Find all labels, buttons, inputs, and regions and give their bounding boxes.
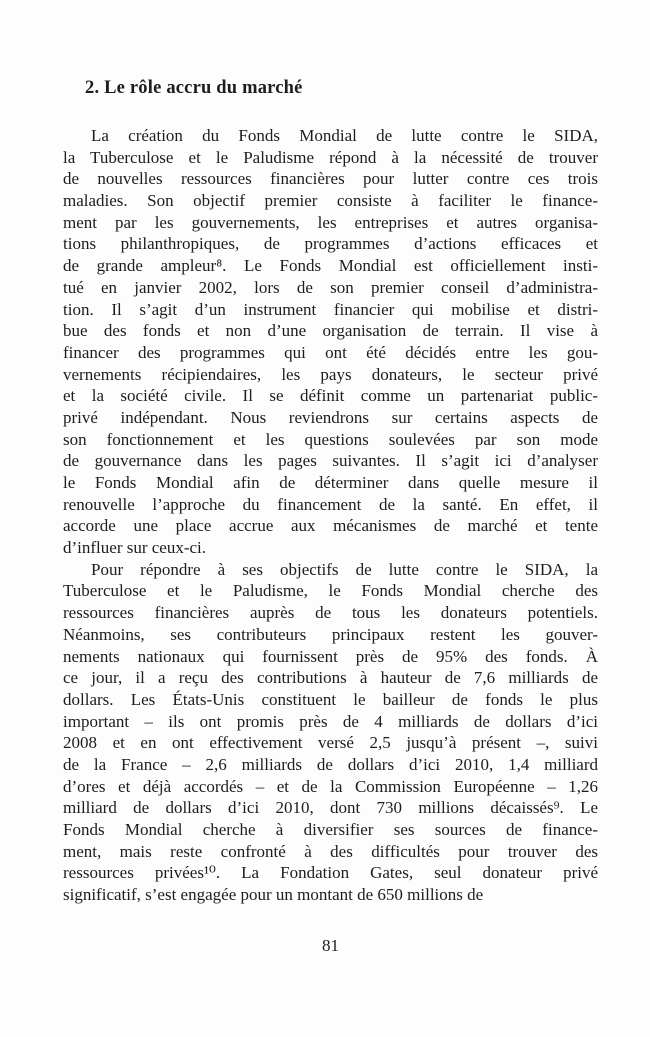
- text-line: accorde une place accrue aux mécanismes de marché et tente: [63, 516, 598, 536]
- text-line: La création du Fonds Mondial de lutte contre le SIDA,: [91, 126, 598, 145]
- text-line: de la France – 2,6 milliards de dollars d’ici 2010, 1,4 milliard: [63, 754, 598, 774]
- text-line: dollars. Les États-Unis constituent le bailleur de fonds le plus: [63, 689, 598, 709]
- text-block: [63, 78, 598, 906]
- page-number: 81: [322, 936, 339, 955]
- text-line: bue des fonds et non d’une organisation de terrain. Il vise à: [63, 321, 598, 341]
- text-line: Tuberculose et le Paludisme, le Fonds Mondial cherche des: [63, 581, 598, 601]
- text-line: vernements récipiendaires, les pays donateurs, le secteur privé: [63, 364, 598, 384]
- section-heading: 2. Le rôle accru du marché: [85, 78, 303, 98]
- text-line: Pour répondre à ses objectifs de lutte contre le SIDA, la: [91, 559, 598, 579]
- text-line: milliard de dollars d’ici 2010, dont 730 millions décaissés⁹. Le: [63, 798, 598, 818]
- text-line: d’influer sur ceux-ci.: [63, 538, 207, 558]
- text-line: tué en janvier 2002, lors de son premier conseil d’administra-: [63, 277, 598, 297]
- text-line: de nouvelles ressources financières pour lutter contre ces trois: [63, 169, 598, 189]
- text-line: privé indépendant. Nous reviendrons sur certains aspects de: [63, 407, 598, 427]
- text-line: maladies. Son objectif premier consiste à faciliter le finance-: [63, 191, 598, 211]
- text-line: tions philanthropiques, de programmes d’actions efficaces et: [63, 234, 598, 254]
- text-line: nements nationaux qui fournissent près de 95% des fonds. À: [63, 646, 598, 666]
- paragraph-2: [63, 559, 598, 906]
- text-line: de gouvernance dans les pages suivantes. Il s’agit ici d’analyser: [63, 451, 598, 471]
- text-line: d’ores et déjà accordés – et de la Commission Européenne – 1,26: [63, 776, 598, 796]
- text-line: de grande ampleur⁸. Le Fonds Mondial est officiellement insti-: [63, 256, 598, 276]
- paragraph-1: [63, 125, 598, 559]
- text-line: son fonctionnement et les questions soulevées par son mode: [63, 429, 598, 449]
- text-line: Néanmoins, ses contributeurs principaux restent les gouver-: [63, 624, 598, 644]
- text-line: ressources financières auprès de tous les donateurs potentiels.: [63, 603, 598, 623]
- text-line: significatif, s’est engagée pour un montant de 650 millions de: [63, 885, 484, 905]
- text-line: le Fonds Mondial afin de déterminer dans quelle mesure il: [63, 473, 598, 492]
- text-line: la Tuberculose et le Paludisme répond à la nécessité de trouver: [63, 147, 598, 167]
- text-line: important – ils ont promis près de 4 milliards de dollars d’ici: [63, 711, 598, 731]
- text-line: financer des programmes qui ont été décidés entre les gou-: [63, 342, 598, 362]
- text-line: Fonds Mondial cherche à diversifier ses sources de finance-: [63, 820, 598, 839]
- text-line: ce jour, il a reçu des contributions à hauteur de 7,6 milliards de: [63, 668, 598, 688]
- text-line: tion. Il s’agit d’un instrument financier qui mobilise et distri-: [63, 299, 598, 319]
- text-line: 2008 et en ont effectivement versé 2,5 jusqu’à présent –, suivi: [63, 733, 598, 753]
- text-line: ressources privées¹⁰. La Fondation Gates, seul donateur privé: [63, 863, 598, 883]
- text-line: ment par les gouvernements, les entreprises et autres organisa-: [63, 212, 598, 232]
- text-line: et la société civile. Il se définit comme un partenariat public-: [63, 386, 598, 406]
- text-line: renouvelle l’approche du financement de la santé. En effet, il: [63, 494, 598, 514]
- text-line: ment, mais reste confronté à des difficultés pour trouver des: [63, 841, 598, 861]
